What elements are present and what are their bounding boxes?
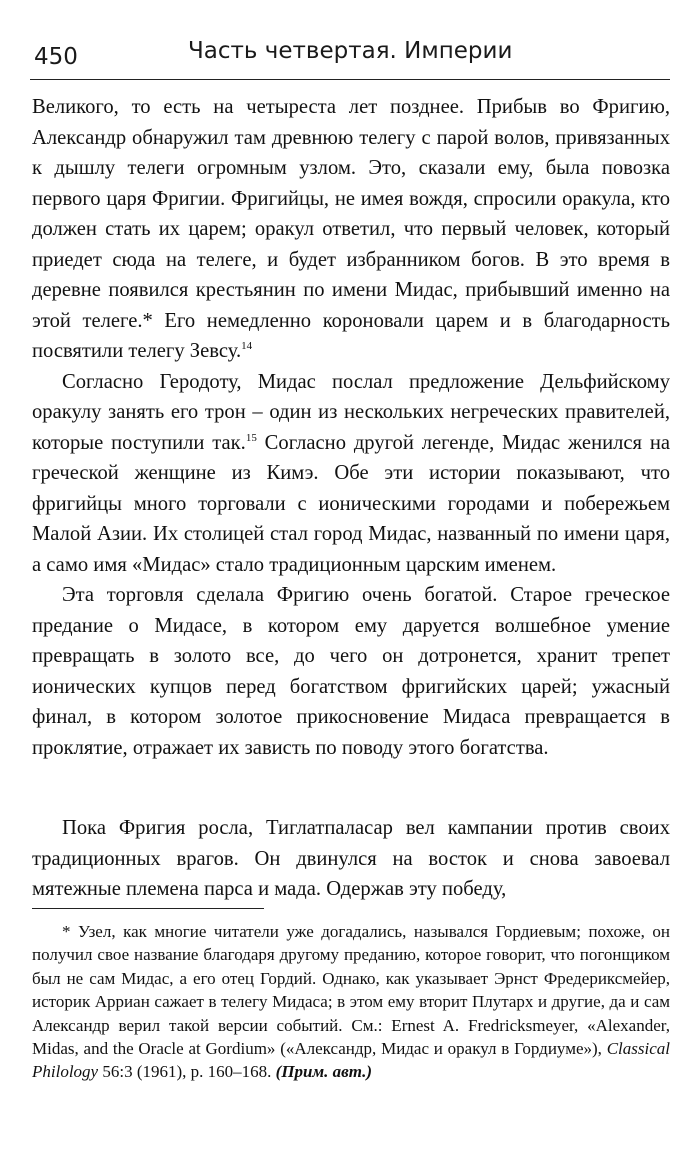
section-break (32, 763, 670, 813)
footnote (32, 920, 670, 1084)
footnote-citation: 56:3 (1961), p. 160–168. (98, 1062, 276, 1082)
running-head: Часть четвертая. Империи (188, 38, 513, 64)
footnote-journal: Classical Philology (32, 1039, 670, 1082)
header-rule (30, 79, 670, 80)
page-number: 450 (34, 44, 78, 70)
footnote-text: * Узел, как многие читатели уже догадались, назывался Гордиевым; похоже, он получил свое название благодаря другому преданию, которое говорит, что погонщиком был не сам Мидас, а его отец Гордий. Однако, как указывает Эрнст Фредериксмейер, историк Арриан сажает в телегу Мидаса; в этом ему вторит Плутарх и другие, да и сам Александр верил такой версии событий. См.: Ernest A. Fredricksmeyer, «Alexander, Midas, and the Oracle at Gordium» («Александр, Мидас и оракул в Гордиуме»), (32, 922, 670, 1059)
paragraph-2-text-a: Согласно Геродоту, Мидас послал предложение Дельфийскому оракулу занять его трон – один из нескольких негреческих правителей, которые поступили так. (32, 370, 670, 454)
footnote-author-note: (Прим. авт.) (275, 1062, 373, 1082)
paragraph-4: Пока Фригия росла, Тиглатпаласар вел кампании против своих традиционных врагов. Он двинулся на восток и снова завоевал мятежные племена парса и мада. Одержав эту победу, (32, 817, 670, 900)
paragraph-2-text-b: Согласно другой легенде, Мидас женился на греческой женщине из Кимэ. Обе эти истории показывают, что фригийцы много торговали с ионическими городами и побережьем Малой Азии. Их столицей стал город Мидас, названный по имени царя, а само имя «Мидас» стало традиционным царским именем. (32, 431, 670, 576)
main-text (32, 92, 670, 905)
endnote-ref-15: 15 (245, 431, 257, 444)
paragraph-3: Эта торговля сделала Фригию очень богатой. Старое греческое предание о Мидасе, в котором ему даруется волшебное умение превращать в золото все, до чего он дотронется, хранит трепет ионических купцов перед богатством фригийских царей; ужасный финал, в котором золотое прикосновение Мидаса превращается в проклятие, отражает их зависть по поводу этого богатства. (32, 584, 670, 759)
footnote-rule (32, 908, 264, 909)
paragraph-1 (32, 92, 670, 367)
page-header (30, 36, 670, 76)
paragraph-1-text: Великого, то есть на четыреста лет позднее. Прибыв во Фригию, Александр обнаружил там древнюю телегу с парой волов, привязанных к дышлу телеги огромным узлом. Это, сказали ему, была повозка первого царя Фригии. Фригийцы, не имея вождя, спросили оракула, кто должен стать их царем; оракул ответил, что первый человек, который приедет сюда на телеге, и будет избранником богов. В это время в деревне появился крестьянин по имени Мидас, прибывший именно на этой телеге.* Его немедленно короновали царем и в благодарность посвятили телегу Зевсу. (32, 96, 670, 362)
endnote-ref-14: 14 (241, 340, 253, 352)
paragraph-2 (32, 367, 670, 581)
